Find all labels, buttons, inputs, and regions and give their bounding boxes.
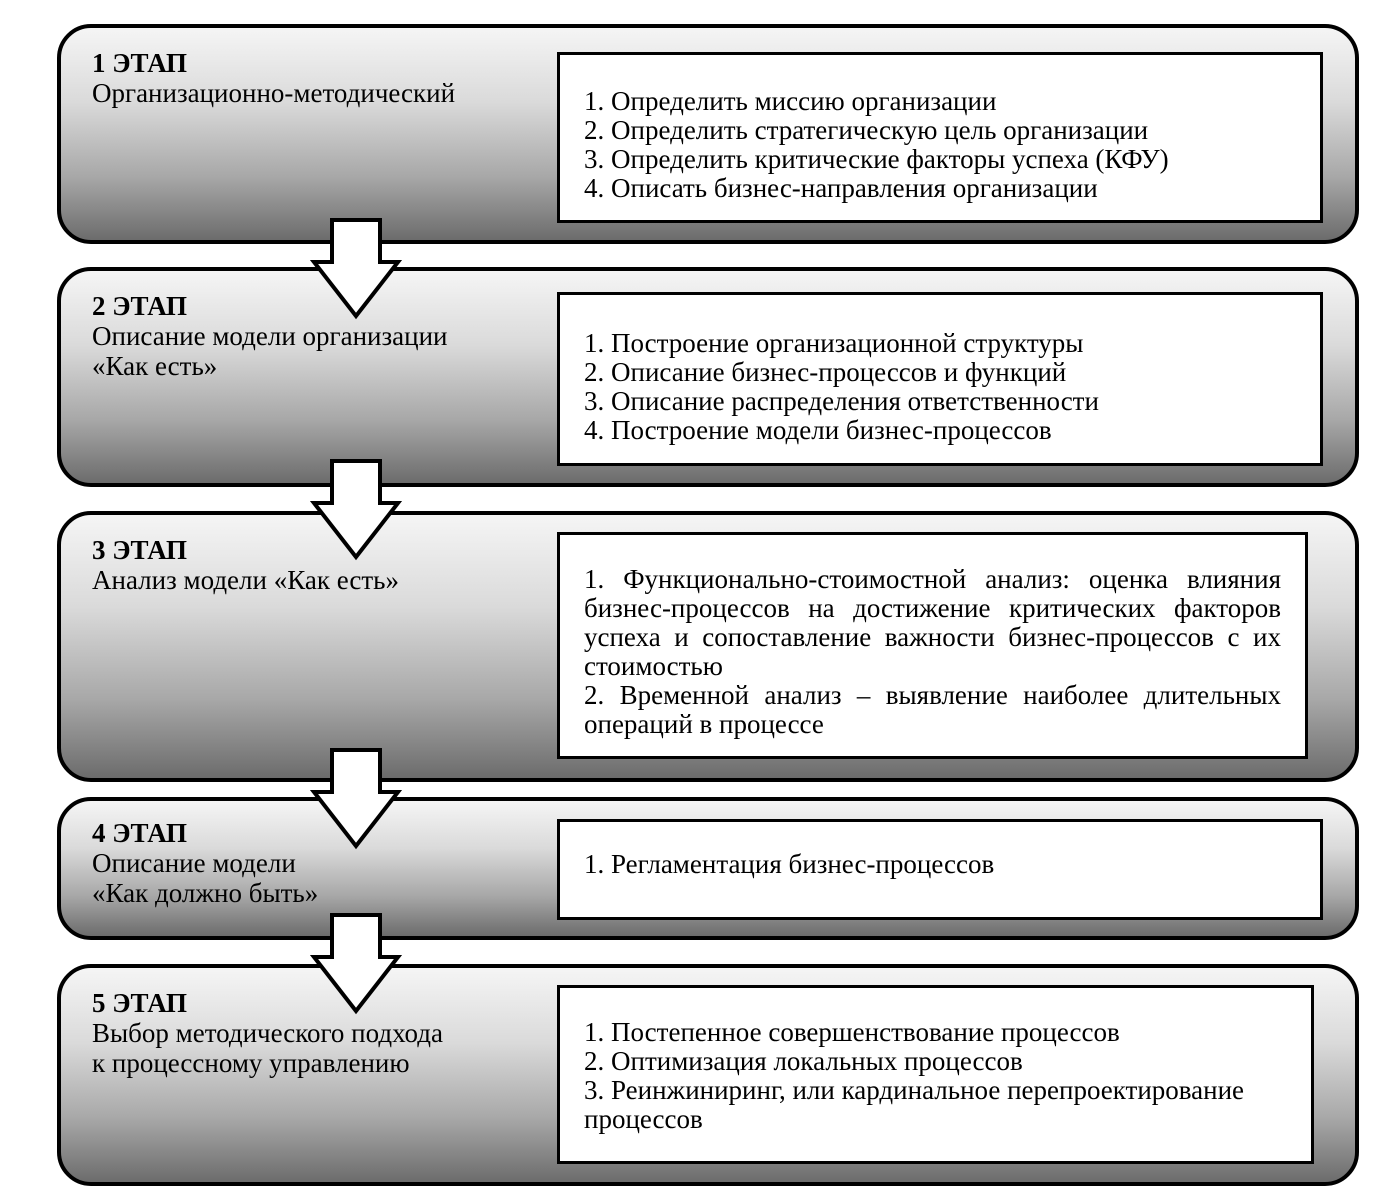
stage-1 [57, 24, 1359, 244]
stage-2-task-1: 1. Построение организационной структуры [584, 328, 1084, 358]
stage-3 [57, 511, 1359, 782]
stage-1-label [92, 48, 552, 108]
stage-5-task-3: 3. Реинжиниринг, или кардинальное перепроектирование процессов [584, 1075, 1245, 1134]
stage-4-title-line-1: Описание модели [92, 848, 296, 878]
stage-1-task-3: 3. Определить критические факторы успеха (КФУ) [584, 144, 1169, 174]
stage-2-task-3: 3. Описание распределения ответственности [584, 386, 1099, 416]
stage-3-task-2: 2. Временной анализ – выявление наиболее длительных операций в процессе [584, 680, 1281, 739]
stage-2-number: 2 ЭТАП [92, 291, 188, 321]
arrow-stage-4-to-5-icon [300, 915, 400, 1015]
stage-1-task-4: 4. Описать бизнес-направления организации [584, 173, 1098, 203]
stage-1-number: 1 ЭТАП [92, 48, 188, 78]
stage-2-task-4: 4. Построение модели бизнес-процессов [584, 415, 1052, 445]
stage-2-task-2: 2. Описание бизнес-процессов и функций [584, 357, 1067, 387]
arrow-stage-3-to-4-icon [300, 750, 400, 850]
stage-2-tasks [557, 292, 1323, 466]
stage-5-task-1: 1. Постепенное совершенствование процессов [584, 1017, 1120, 1047]
stage-3-title-line-1: Анализ модели «Как есть» [92, 565, 399, 595]
stage-3-number: 3 ЭТАП [92, 535, 188, 565]
arrow-stage-2-to-3-icon [300, 461, 400, 561]
arrow-stage-1-to-2-icon [300, 220, 400, 320]
stage-1-tasks [557, 52, 1323, 223]
stage-2 [57, 267, 1359, 487]
stage-4-tasks [557, 819, 1323, 920]
stage-5-title-line-2: к процессному управлению [92, 1048, 410, 1078]
stage-5-number: 5 ЭТАП [92, 988, 188, 1018]
stage-5-task-2: 2. Оптимизация локальных процессов [584, 1046, 1023, 1076]
stage-5-title-line-1: Выбор методического подхода [92, 1018, 443, 1048]
stage-1-task-2: 2. Определить стратегическую цель организации [584, 115, 1149, 145]
stage-4-title-line-2: «Как должно быть» [92, 878, 319, 908]
stage-5-tasks [557, 985, 1314, 1164]
stage-3-task-1: 1. Функционально-стоимостной анализ: оценка влияния бизнес-процессов на достижение критических факторов успеха и сопоставление важности бизнес-процессов с их стоимостью [584, 564, 1281, 681]
stage-1-title-line-1: Организационно-методический [92, 78, 456, 108]
stage-2-title-line-1: Описание модели организации [92, 321, 448, 351]
stage-4-task-1: 1. Регламентация бизнес-процессов [584, 849, 995, 879]
stage-4 [57, 797, 1359, 940]
stage-1-task-1: 1. Определить миссию организации [584, 86, 997, 116]
stage-3-tasks [557, 532, 1308, 759]
stage-4-number: 4 ЭТАП [92, 818, 188, 848]
stage-5 [57, 964, 1359, 1186]
stage-2-title-line-2: «Как есть» [92, 351, 218, 381]
